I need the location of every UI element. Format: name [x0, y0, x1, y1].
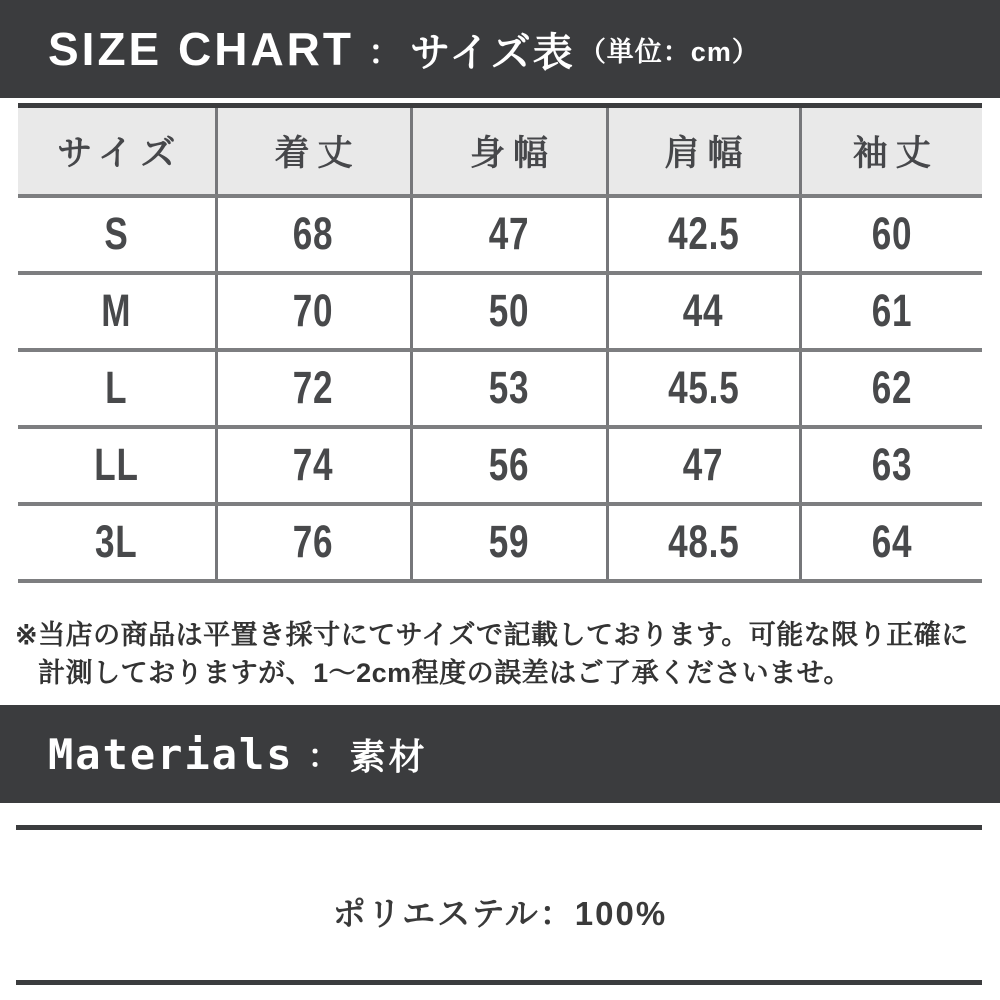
table-cell: [216, 350, 411, 427]
table-row-s: [18, 196, 982, 273]
table-cell: [607, 350, 800, 427]
table-cell: [216, 427, 411, 504]
materials-header-bar: [0, 705, 1000, 803]
size-chart-title-ja: サイズ表: [410, 30, 575, 75]
size-chart-header-bar: [0, 0, 1000, 98]
column-header-length: 着丈: [216, 106, 411, 196]
table-cell: [607, 273, 800, 350]
table-cell: [800, 427, 982, 504]
table-row-ll: [18, 427, 982, 504]
size-value: 45.5: [667, 362, 740, 413]
size-value: 47: [488, 208, 530, 259]
size-value: 56: [488, 439, 530, 490]
note-marker: ※: [15, 620, 39, 650]
table-cell: [607, 504, 800, 581]
table-cell: [411, 427, 607, 504]
table-cell: [800, 196, 982, 273]
size-chart-title-en: SIZE CHART: [48, 23, 354, 75]
materials-title-en: Materials: [48, 729, 294, 779]
unit-note: （単位：cm）: [578, 36, 760, 67]
note-line-1: 当店の商品は平置き採寸にてサイズで記載しております。可能な限り正確に: [38, 620, 969, 650]
table-cell: [18, 350, 216, 427]
table-cell: [411, 350, 607, 427]
table-cell: [411, 504, 607, 581]
table-cell: [216, 504, 411, 581]
size-value: 44: [683, 285, 724, 336]
table-cell: [607, 427, 800, 504]
table-cell: [18, 273, 216, 350]
table-cell: [800, 504, 982, 581]
column-header-shoulder-width: 肩幅: [607, 106, 800, 196]
table-cell: [800, 350, 982, 427]
size-table: [18, 103, 982, 583]
table-cell: [216, 273, 411, 350]
table-row-l: [18, 350, 982, 427]
materials-separator-colon: ：: [307, 738, 340, 774]
size-value: 74: [293, 439, 334, 490]
table-cell: [607, 196, 800, 273]
size-value: 70: [293, 285, 334, 336]
measurement-note: [15, 616, 990, 692]
size-label: 3L: [94, 516, 138, 567]
table-cell: [411, 196, 607, 273]
size-value: 50: [488, 285, 530, 336]
note-text: [38, 616, 990, 692]
size-label: M: [101, 285, 132, 336]
table-row-3l: [18, 504, 982, 581]
title-separator-colon: ：: [368, 33, 402, 72]
size-value: 72: [293, 362, 334, 413]
divider-line-top: [16, 825, 982, 830]
size-table-header-row: [18, 106, 982, 196]
table-cell: [18, 427, 216, 504]
size-value: 68: [293, 208, 334, 259]
table-cell: [18, 196, 216, 273]
size-value: 64: [871, 516, 913, 567]
table-cell: [800, 273, 982, 350]
table-row-m: [18, 273, 982, 350]
size-value: 61: [871, 285, 913, 336]
column-header-sleeve-length: 袖丈: [800, 106, 982, 196]
column-header-size: サイズ: [18, 106, 216, 196]
table-cell: [18, 504, 216, 581]
size-label: L: [105, 362, 128, 413]
size-value: 59: [488, 516, 530, 567]
note-line-2: 計測しておりますが、1〜2cm程度の誤差はご了承くださいませ。: [38, 658, 851, 688]
size-value: 62: [871, 362, 913, 413]
size-label: LL: [94, 439, 139, 490]
table-cell: [216, 196, 411, 273]
size-label: S: [104, 208, 129, 259]
materials-title-ja: 素材: [349, 735, 428, 777]
size-value: 76: [293, 516, 334, 567]
divider-line-bottom: [16, 980, 982, 985]
size-value: 60: [871, 208, 913, 259]
size-value: 53: [488, 362, 530, 413]
size-value: 48.5: [667, 516, 740, 567]
table-cell: [411, 273, 607, 350]
material-composition: ポリエステル：100%: [332, 895, 668, 932]
size-value: 42.5: [667, 208, 740, 259]
size-value: 63: [871, 439, 913, 490]
size-value: 47: [683, 439, 724, 490]
column-header-body-width: 身幅: [411, 106, 607, 196]
